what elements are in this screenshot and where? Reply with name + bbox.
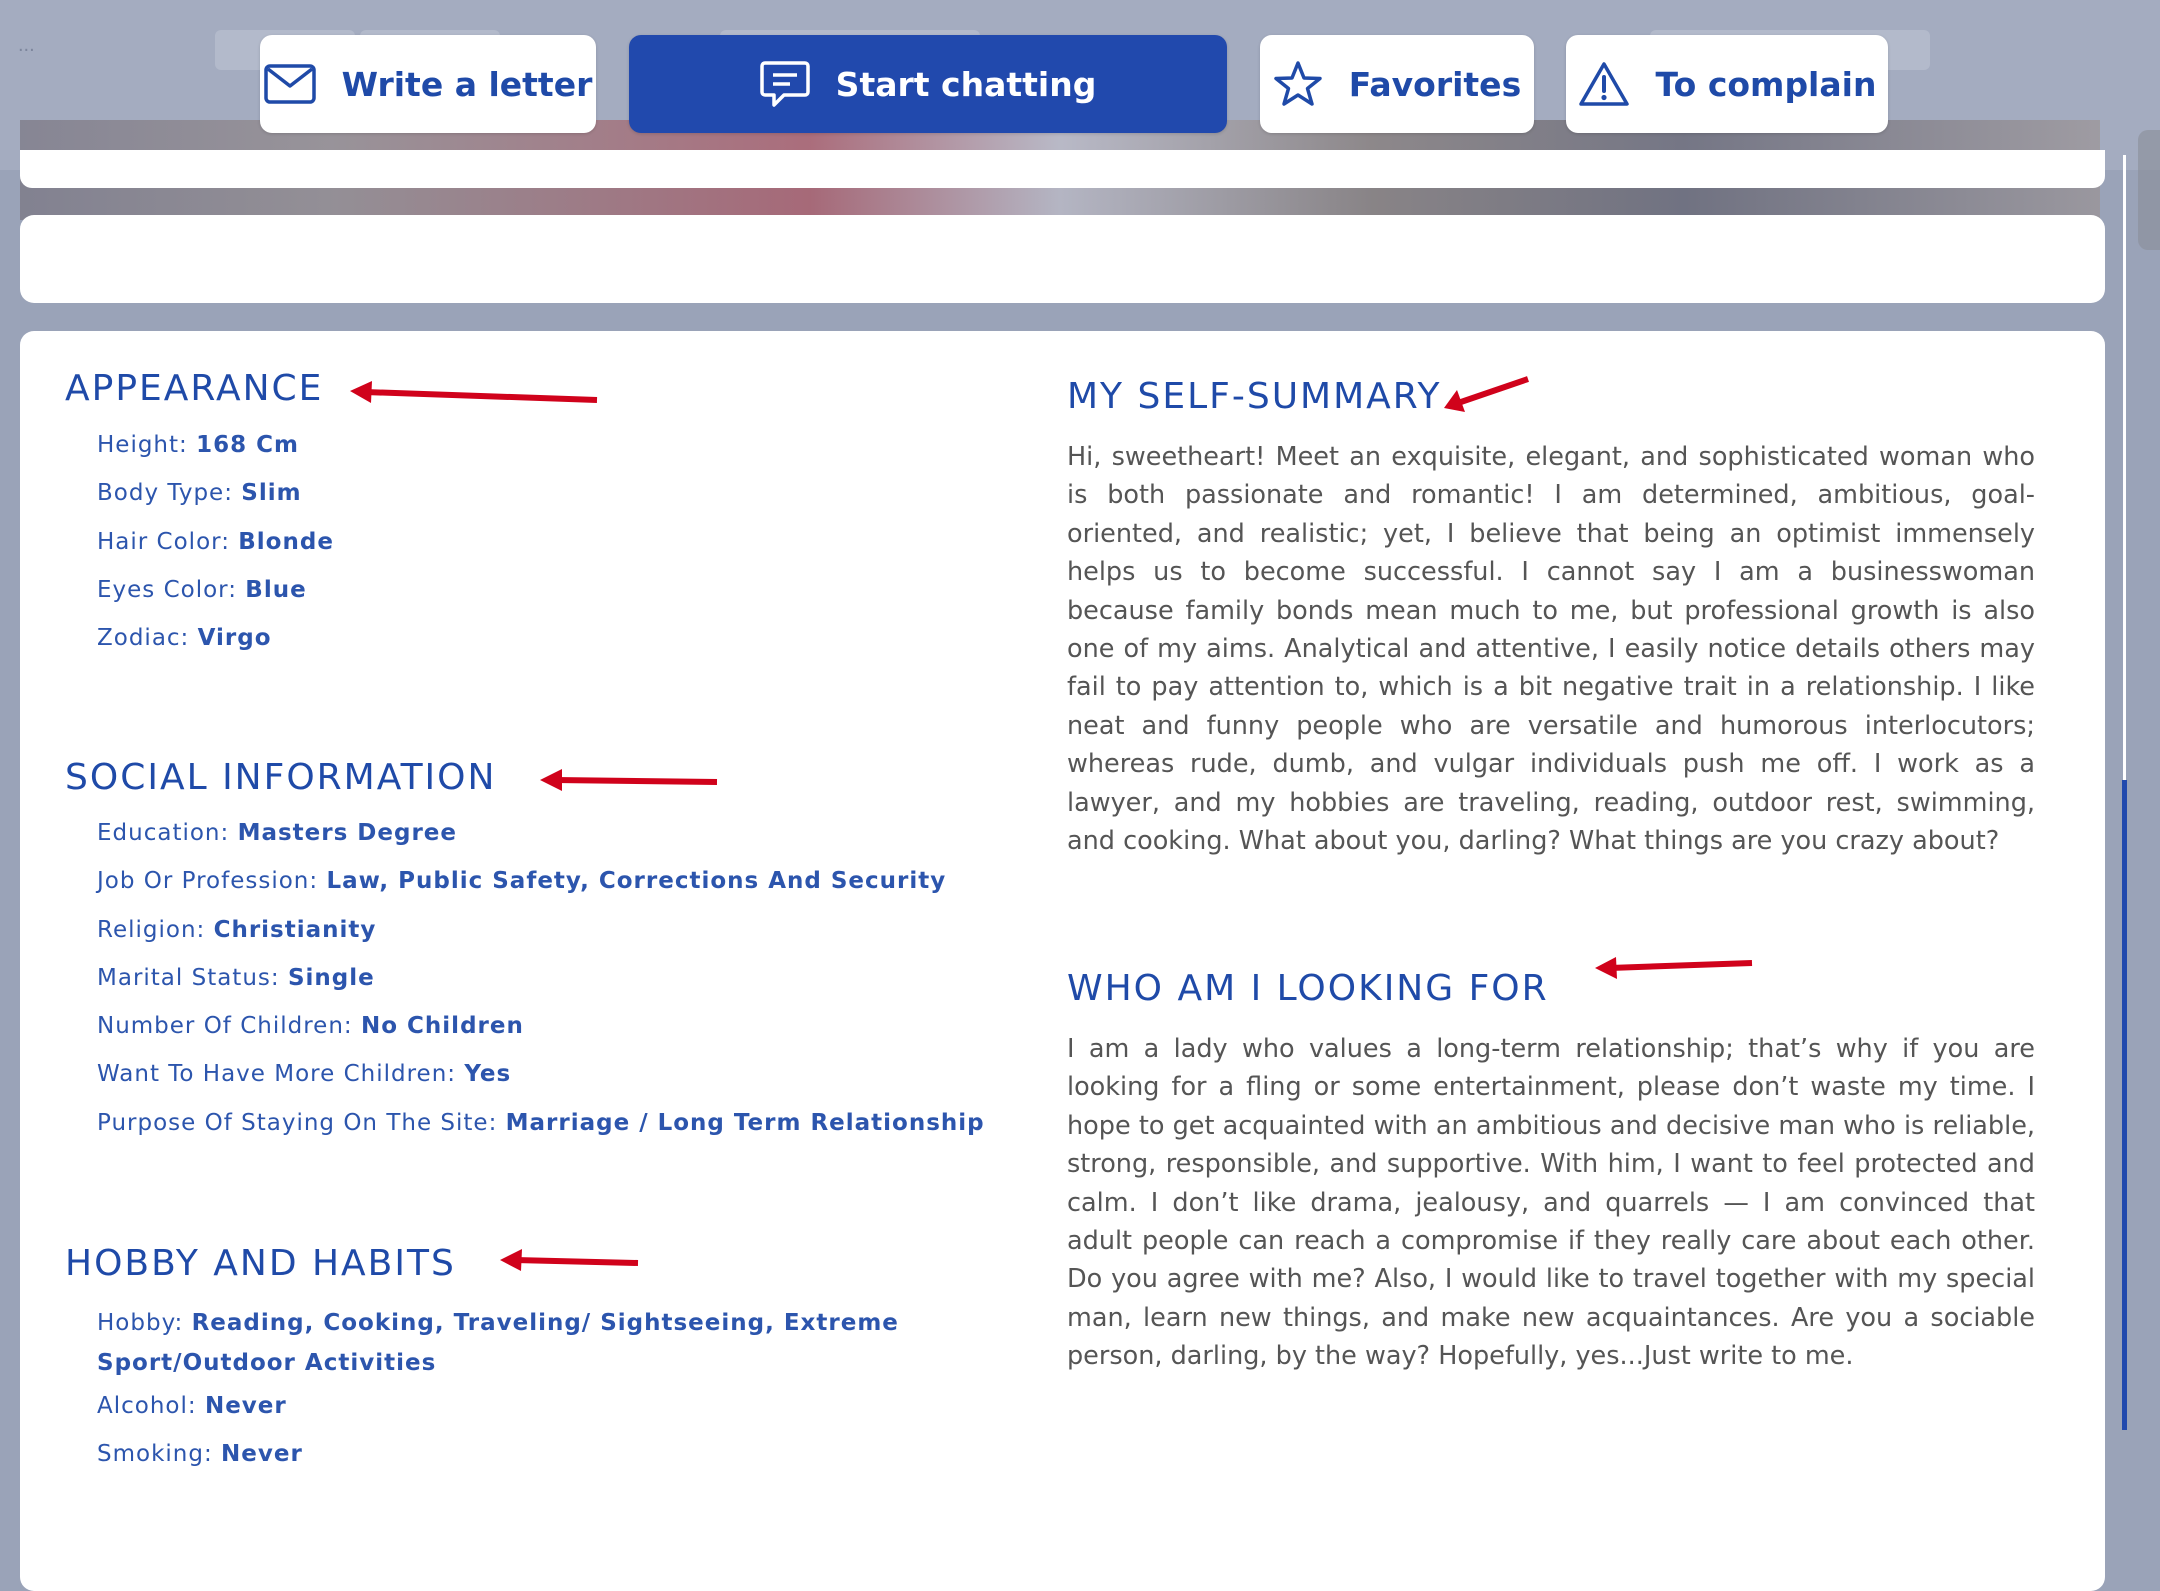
red-arrow-annotation: [495, 1246, 645, 1276]
write-letter-label: Write a letter: [341, 64, 593, 104]
red-arrow-annotation: [1440, 370, 1540, 420]
envelope-icon: [264, 64, 316, 104]
scrollbar-thumb[interactable]: [2122, 780, 2127, 1430]
social-profession: Job Or Profession: Law, Public Safety, Corrections And Security: [97, 868, 947, 895]
appearance-height: Height: 168 Cm: [97, 432, 299, 458]
self-summary-heading: MY SELF-SUMMARY: [1067, 376, 1442, 417]
favorites-label: Favorites: [1348, 64, 1522, 104]
hobby-habits-heading: HOBBY AND HABITS: [65, 1243, 456, 1284]
social-information-list: [97, 818, 985, 1156]
social-information-heading: SOCIAL INFORMATION: [65, 757, 497, 798]
blank-card: [20, 215, 2105, 303]
social-number-of-children: Number Of Children: No Children: [97, 1013, 524, 1040]
social-religion: Religion: Christianity: [97, 916, 377, 943]
appearance-list: [97, 430, 334, 671]
appearance-zodiac: Zodiac: Virgo: [97, 625, 272, 652]
hobby-alcohol: Alcohol: Never: [97, 1393, 287, 1419]
favorites-button[interactable]: [1260, 35, 1534, 133]
looking-for-heading: WHO AM I LOOKING FOR: [1067, 968, 1549, 1009]
hobby-list-item: Hobby: Reading, Cooking, Traveling/ Sightseeing, Extreme Sport/Outdoor Activities: [97, 1310, 899, 1376]
hobby-habits-list: [97, 1308, 977, 1488]
card-top-fragment: [20, 150, 2105, 188]
hobby-smoking: Smoking: Never: [97, 1441, 303, 1468]
filter-label-faint: ...: [18, 34, 35, 56]
red-arrow-annotation: [535, 765, 725, 795]
start-chatting-label: Start chatting: [835, 64, 1097, 104]
side-avatar-partial: [2138, 130, 2160, 250]
red-arrow-annotation: [345, 376, 605, 406]
appearance-heading: APPEARANCE: [65, 368, 324, 409]
red-arrow-annotation: [1590, 952, 1760, 982]
appearance-body-type: Body Type: Slim: [97, 480, 302, 507]
social-marital-status: Marital Status: Single: [97, 964, 375, 991]
social-want-more-children: Want To Have More Children: Yes: [97, 1061, 512, 1088]
social-site-purpose: Purpose Of Staying On The Site: Marriage / Long Term Relationship: [97, 1109, 985, 1136]
self-summary-text: Hi, sweetheart! Meet an exquisite, elegant, and sophisticated woman who is both passionate and romantic! I am determined, ambitious, goal-oriented, and realistic; yet, I believe that being an optimist immensely helps us to become successful. I cannot say I am a businesswoman because family bonds mean much to me, but professional growth is also one of my aims. Analytical and attentive, I easily notice details others may fail to pay attention to, which is a bit negative trait in a relationship. I like neat and funny people who are versatile and humorous interlocutors; whereas rude, dumb, and vulgar individuals push me off. I work as a lawyer, and my hobbies are traveling, reading, outdoor rest, swimming, and cooking. What about you, darling? What things are you crazy about?: [1067, 442, 2035, 857]
social-education: Education: Masters Degree: [97, 820, 458, 846]
looking-for-text: I am a lady who values a long-term relationship; that’s why if you are looking for a fling or some entertainment, please don’t waste my time. I hope to get acquainted with an ambitious and decisive man who is reliable, strong, responsible, and supportive. With him, I want to feel protected and calm. I don’t like drama, jealousy, and quarrels — I am convinced that adult people can reach a compromise if they really care about each other. Do you agree with me? Also, I would like to travel together with my special man, learn new things, and make new acquaintances. Are you a sociable person, darling, by the way? Hopefully, yes...Just write to me.: [1067, 1034, 2035, 1372]
start-chatting-button[interactable]: [629, 35, 1227, 133]
star-icon: [1273, 60, 1323, 108]
profile-action-toolbar: [0, 35, 2160, 133]
complain-label: To complain: [1655, 64, 1877, 104]
write-letter-button[interactable]: [260, 35, 596, 133]
chat-bubble-icon: [760, 60, 810, 108]
warning-icon: [1578, 61, 1630, 107]
complain-button[interactable]: [1566, 35, 1888, 133]
appearance-eyes-color: Eyes Color: Blue: [97, 576, 307, 603]
appearance-hair-color: Hair Color: Blonde: [97, 528, 334, 555]
